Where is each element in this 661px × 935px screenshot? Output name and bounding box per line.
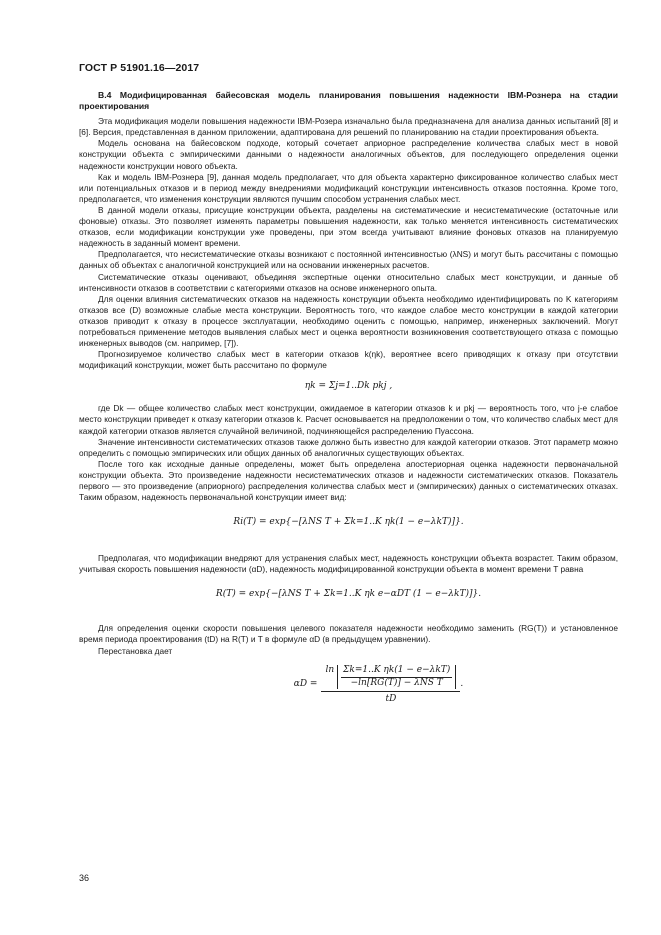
paragraph: Для определения оценки скорости повышения целевого показателя надежности необходимо заменить (RG(T)) и установленное время периода проектирования (tD) на R(T) и T в формуле αD (в предыдущем уравнении). bbox=[79, 623, 618, 645]
paragraph: Предполагается, что несистематические отказы возникают с постоянной интенсивностью (λNS) и могут быть рассчитаны с помощью данных об объектах с аналогичной конструкцией или на основании инженерных расчетов. bbox=[79, 249, 618, 271]
alpha-ln: ln bbox=[325, 664, 335, 675]
formula-eta: ηk = Σj=1..Dk pkj , bbox=[304, 381, 393, 392]
standard-header: ГОСТ Р 51901.16—2017 bbox=[79, 62, 200, 74]
paragraph: Как и модель IBM-Рознера [9], данная модель предполагает, что для объекта характерно фиксированное количество слабых мест или потенциальных отказов и в период между внедрениями модификаций конструкции интенсивность отказов постоянна. Кроме того, предполагается, что изменения конструкции являются пучшим способом устранения слабых мест. bbox=[79, 171, 618, 204]
paragraph: где Dk — общее количество слабых мест конструкции, ожидаемое в категории отказов k и pkj — вероятность того, что j-е слабое место конструкции приведет к отказу категории отказов k. Расчет основывается на предположении о том, что количество слабых мест для каждой категории отказов является случайной величиной, подчиняющейся распределению Пуассона. bbox=[79, 403, 618, 436]
paragraph: Для оценки влияния систематических отказов на надежность конструкции объекта необходимо идентифицировать по K категориям отказов все (D) возможные слабые места конструкции. Вероятность того, что каждое слабое место конструкции в каждой категории отказов приводит к отказу в процессе эксплуатации, необходимо оценить с помощью, например, инженерных заключений. Могут потребоваться применение методов выявления слабых мест и оценка вероятности возникновения соответствующего отказа с помощью инженерных выводов (см. например, [7]). bbox=[79, 293, 618, 349]
alpha-lhs: αD = bbox=[293, 679, 318, 690]
paragraph: Эта модификация модели повышения надежности IBM-Розера изначально была предназначена для анализа данных испытаний [8] и [6]. Версия, представленная в данном приложении, адаптирована для решений по планированию на стадии проектирования объекта. bbox=[79, 116, 618, 138]
formula-alpha bbox=[139, 665, 618, 705]
paragraph: Систематические отказы оценивают, объединяя экспертные оценки относительно слабых мест конструкции, и данные об интенсивности отказов в соответствии с категориями отказов на основе инженерного опыта. bbox=[79, 271, 618, 293]
alpha-inner-denominator: −ln[RG(T)] − λNS T bbox=[350, 677, 443, 688]
alpha-denominator: tD bbox=[385, 693, 397, 704]
page-number: 36 bbox=[79, 873, 90, 883]
paragraph: В данной модели отказы, присущие конструкции объекта, разделены на систематические и несистематические (остаточные или фоновые) отказы. Это позволяет изменять параметры повышения надежности, как только меняется интенсивность систематических отказов, если модификации конструкции уже проведены, при этом всегда учитывают влияние фоновых отказов на планируемую надежность в заданный момент времени. bbox=[79, 204, 618, 249]
section-heading: В.4 Модифицированная байесовская модель планирования повышения надежности IBM-Рознера на стадии проектирования bbox=[79, 90, 618, 112]
paragraph: Значение интенсивности систематических отказов также должно быть известно для каждой категории отказов. Этот параметр можно определить с помощью эмпирических или общих данных об аналогичных существующих объектах. bbox=[79, 436, 618, 458]
paragraph: После того как исходные данные определены, может быть определена апостериорная оценка надежности первоначальной конструкции объекта. Это произведение надежности несистематических отказов и надежности систематических отказов. Показатель первого — это произведение (априорного) распределения количества слабых мест и (эмпирических) данных о систематических отказах. Таким образом, надежность первоначальной конструкции имеет вид: bbox=[79, 458, 618, 503]
alpha-inner-numerator: Σk=1..K ηk(1 − e−λkT) bbox=[341, 665, 452, 678]
paragraph: Прогнозируемое количество слабых мест в категории отказов k(ηk), вероятнее всего приводящих к отказу при отсутствии модификаций конструкции, может быть рассчитано по формуле bbox=[79, 349, 618, 371]
alpha-inner-fraction bbox=[337, 665, 456, 689]
document-body bbox=[79, 90, 618, 705]
paragraph: Предполагая, что модификации внедряют для устранения слабых мест, надежность конструкции объекта возрастет. Таким образом, учитывая скорость повышения надежности (αD), надежность модифицированной конструкции объекта в момент времени T равна bbox=[79, 553, 618, 575]
paragraph: Перестановка дает bbox=[98, 645, 173, 656]
alpha-end: . bbox=[460, 679, 464, 690]
alpha-fraction bbox=[321, 665, 460, 705]
formula-ri: Ri(T) = exp{−[λNS T + Σk=1..K ηk(1 − e−λkT)]}. bbox=[233, 517, 464, 528]
formula-rt: R(T) = exp{−[λNS T + Σk=1..K ηk e−αDT (1 − e−λkT)]}. bbox=[215, 589, 482, 600]
paragraph: Модель основана на байесовском подходе, который сочетает априорное распределение количества слабых мест в новой конструкции объекта с эмпирическими данными о надежности аналогичных объектов, для последующего определения оценки надежности конструкции нового объекта. bbox=[79, 138, 618, 171]
